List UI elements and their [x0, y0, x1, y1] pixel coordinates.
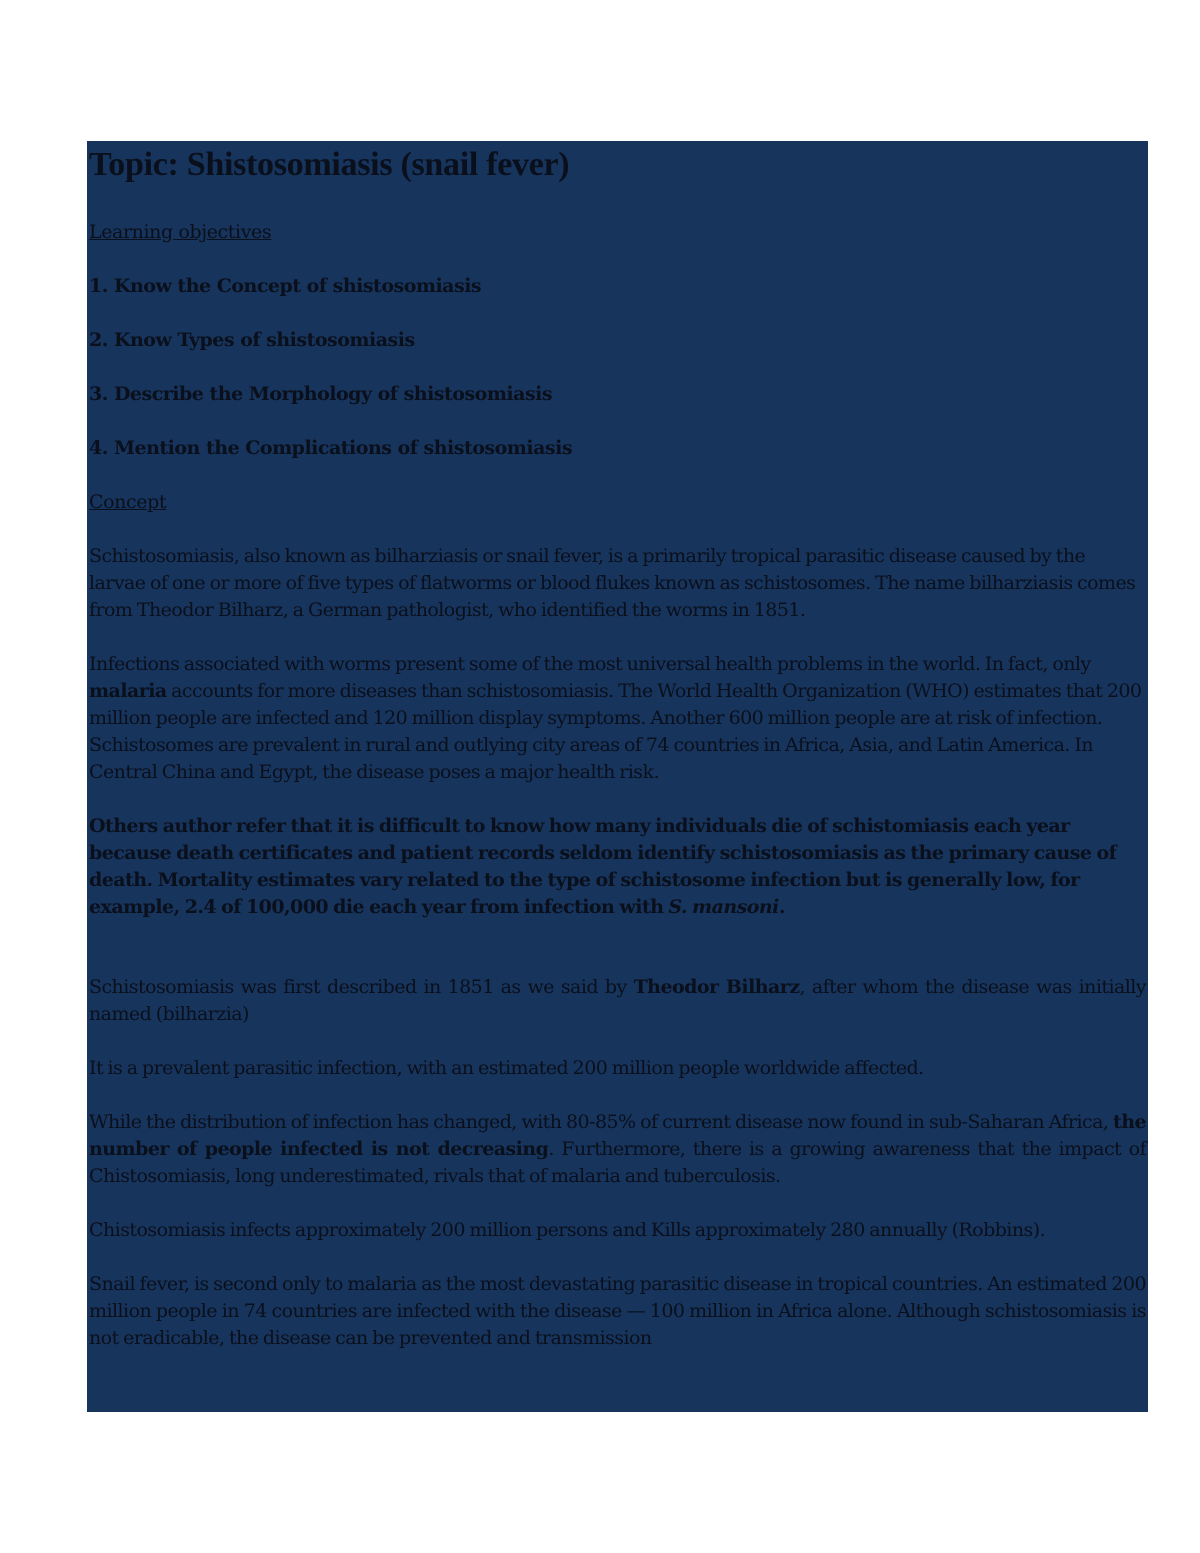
objective-item-4: 4. Mention the Complications of shistosomiasis	[89, 437, 573, 459]
paragraph-text: Others author refer that it is difficult to know how many individuals die of schistomiasis each year because death certificates and patient records seldom identify schistosomiasis as the primary cause of death. Mortality estimates vary related to the type of schistosome infection but is generally low, for example, 2.4 of 100,000 die each year from infection with	[89, 815, 1117, 918]
paragraph-text: Schistosomiasis was first described in 1851 as we said by	[89, 976, 634, 998]
paragraph-text: .	[778, 896, 785, 918]
objective-item-3: 3. Describe the Morphology of shistosomiasis	[89, 383, 553, 405]
paragraph-text: accounts for more diseases than schistosomiasis. The World Health Organization (WHO) estimates that 200 million people are infected and 120 million display symptoms. Another 600 million people are at risk of infection. Schistosomes are prevalent in rural and outlying city areas of 74 countries in Africa, Asia, and Latin America. In Central China and Egypt, the disease poses a major health risk.	[89, 680, 1142, 783]
species-name: S. mansoni	[668, 896, 779, 918]
paragraph-text: Infections associated with worms present some of the most universal health problems in the world. In fact, only	[89, 653, 1091, 675]
objective-item-2: 2. Know Types of shistosomiasis	[89, 329, 415, 351]
concept-paragraph-2	[89, 651, 1146, 786]
paragraph-text: While the distribution of infection has changed, with 80-85% of current disease now found in sub-Saharan Africa,	[89, 1111, 1113, 1133]
distribution-paragraph	[89, 1109, 1146, 1190]
robbins-paragraph: Chistosomiasis infects approximately 200 million persons and Kills approximately 280 annually (Robbins).	[89, 1219, 1046, 1241]
emphasis-bilharz: Theodor Bilharz	[633, 976, 800, 998]
concept-paragraph-1: Schistosomiasis, also known as bilharziasis or snail fever, is a primarily tropical parasitic disease caused by the larvae of one or more of five types of flatworms or blood flukes known as schistosomes. The name bilharziasis comes from Theodor Bilharz, a German pathologist, who identified the worms in 1851.	[89, 545, 1136, 621]
concept-heading: Concept	[89, 491, 167, 513]
paragraph-text: , after whom the disease was initially named (bilharzia)	[89, 976, 1146, 1025]
paragraph-text: . Furthermore, there is a growing awareness that the impact of Chistosomiasis, long underestimated, rivals that of malaria and tuberculosis.	[89, 1138, 1147, 1187]
objective-item-1: 1. Know the Concept of shistosomiasis	[89, 275, 482, 297]
emphasis-malaria: malaria	[89, 680, 167, 702]
learning-objectives-heading: Learning objectives	[89, 221, 272, 243]
mortality-paragraph	[89, 813, 1146, 921]
page-title: Topic: Shistosomiasis (snail fever)	[89, 146, 570, 183]
snail-fever-paragraph: Snail fever, is second only to malaria as the most devastating parasitic disease in tropical countries. An estimated 200 million people in 74 countries are infected with the disease — 100 million in Africa alone. Although schistosomiasis is not eradicable, the disease can be prevented and transmission	[89, 1273, 1146, 1349]
emphasis-not-decreasing: the number of people infected is not decreasing	[89, 1111, 1146, 1160]
history-paragraph	[89, 974, 1146, 1028]
document-panel	[87, 141, 1148, 1412]
prevalence-paragraph: It is a prevalent parasitic infection, with an estimated 200 million people worldwide affected.	[89, 1057, 924, 1079]
